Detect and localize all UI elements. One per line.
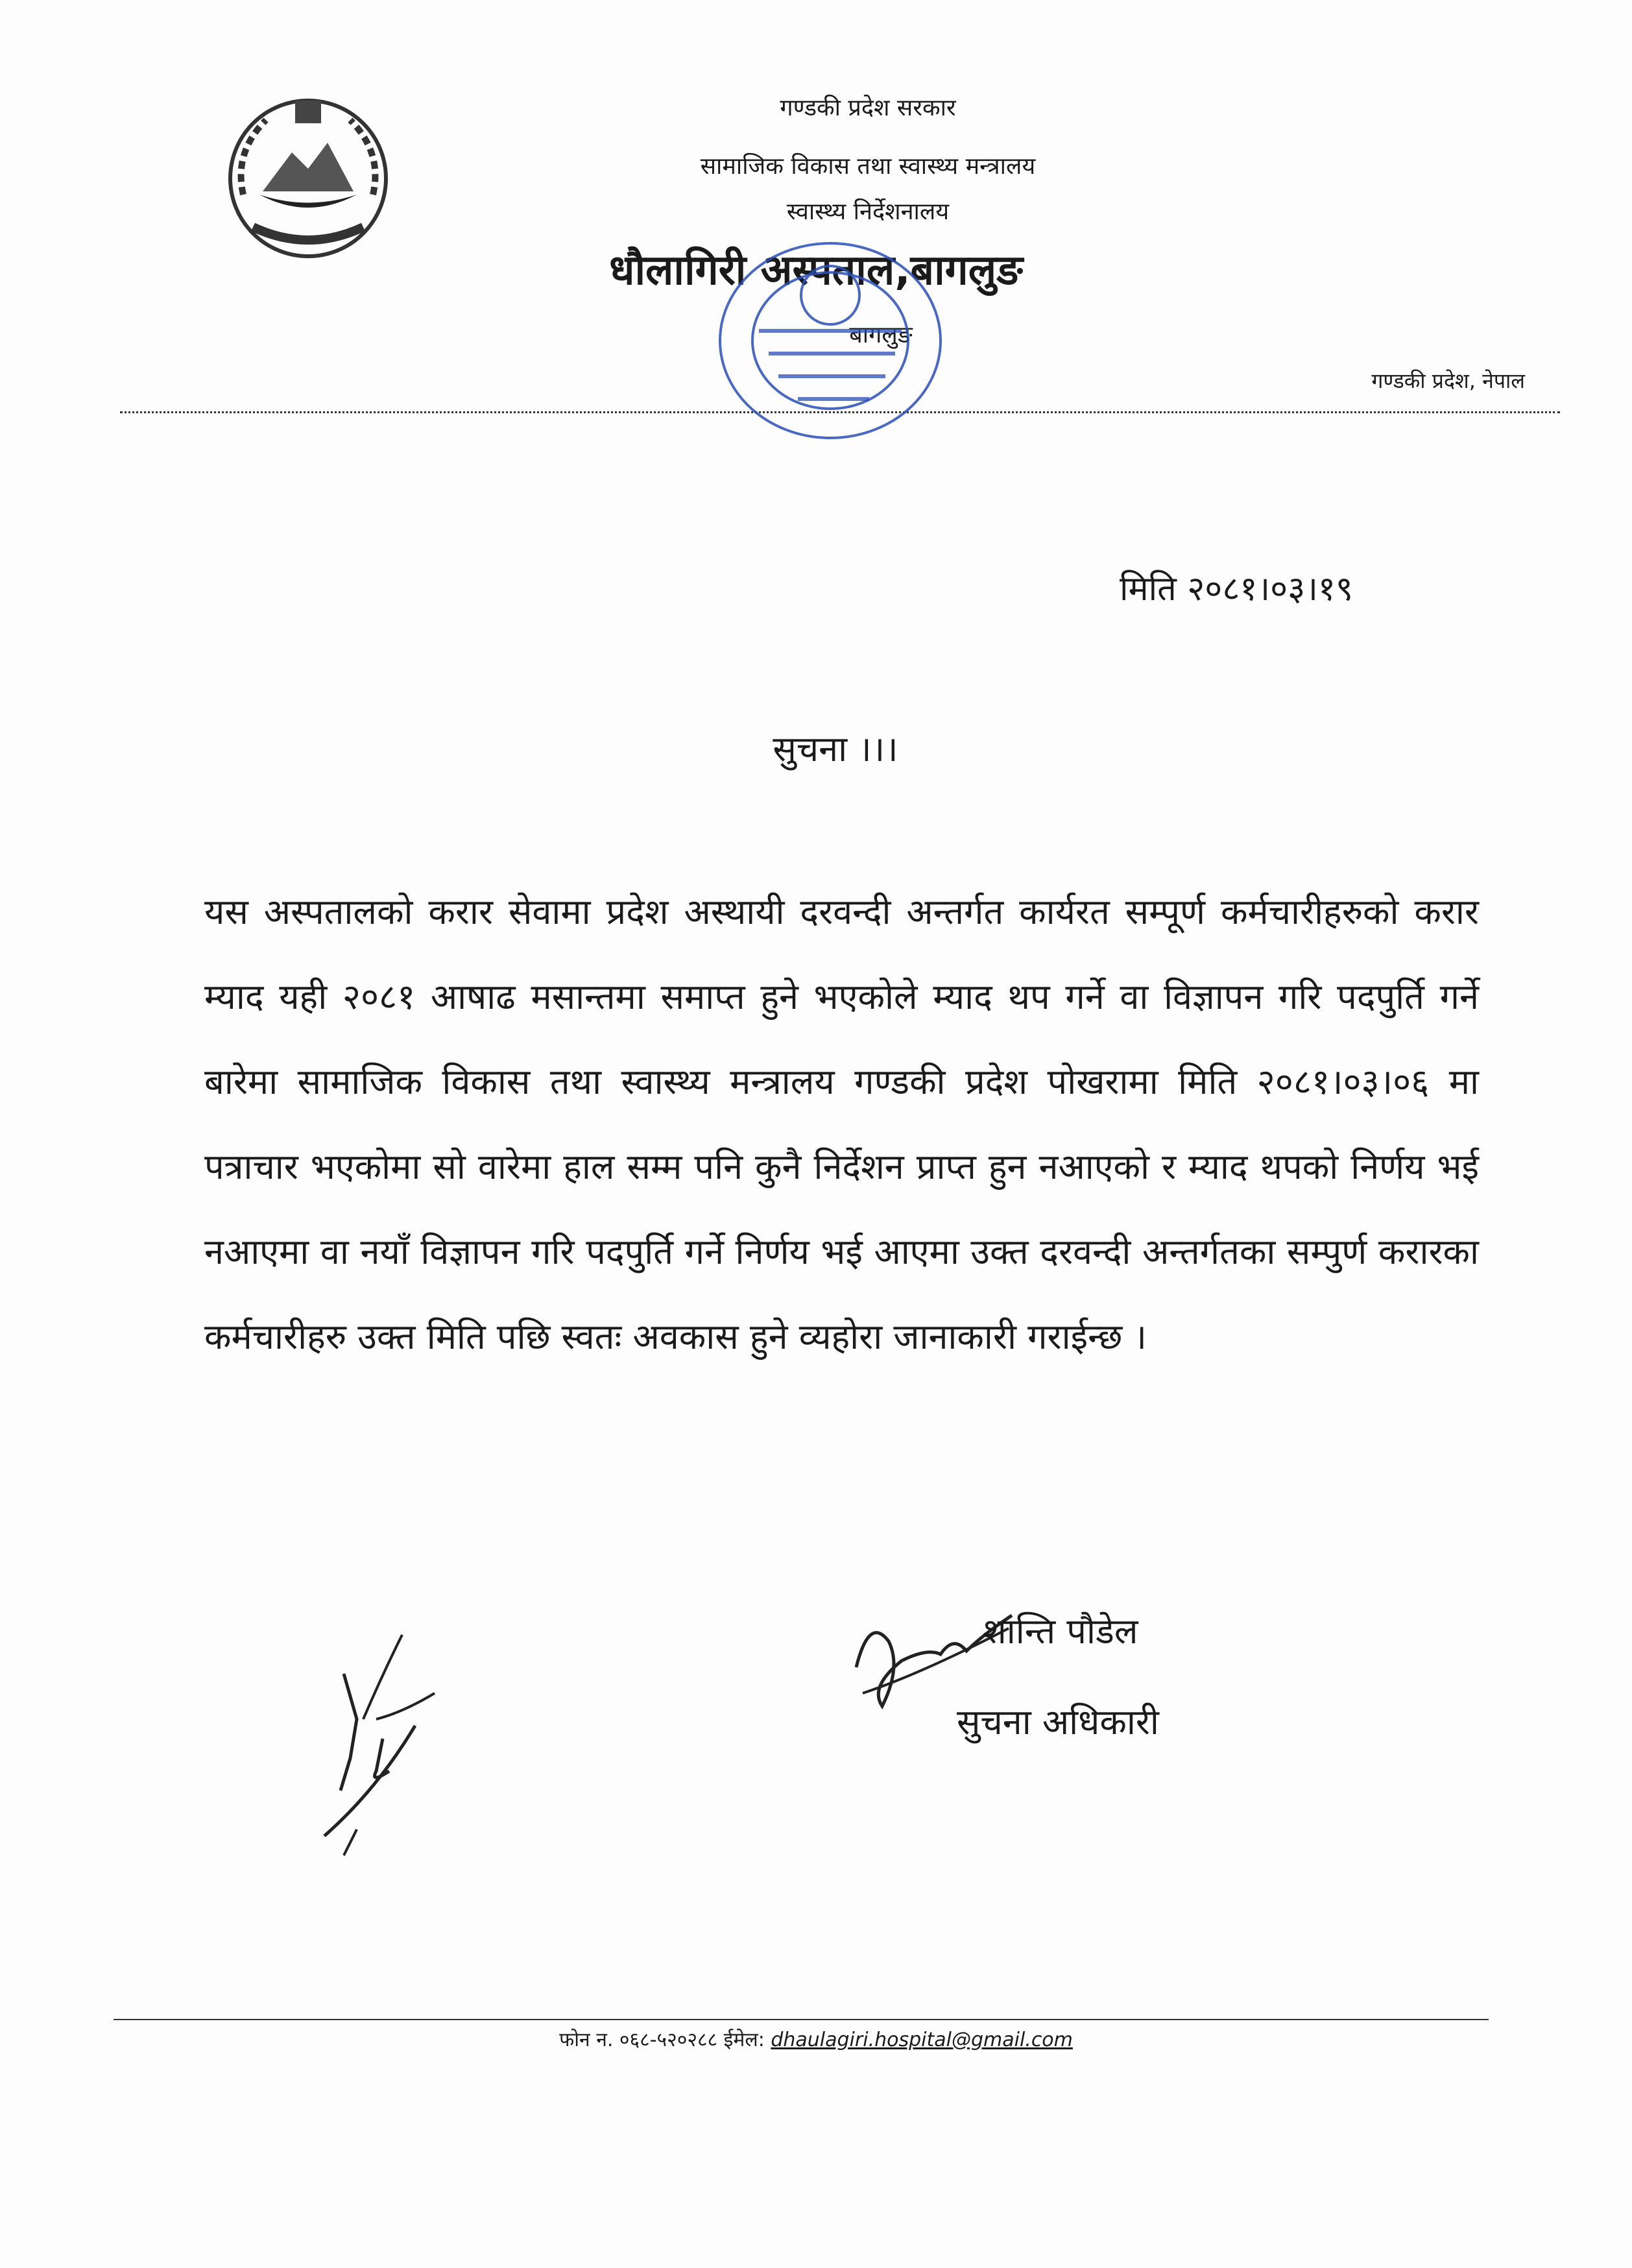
footer-phone: फोन न. ०६८-५२०२८८ ईमेल: — [559, 2029, 765, 2051]
initials-signature-icon — [305, 1622, 474, 1868]
notice-subject: सुचना ।।। — [773, 729, 898, 769]
ministry-name: सामाजिक विकास तथा स्वास्थ्य मन्त्रालय — [700, 153, 1036, 180]
government-name: गण्डकी प्रदेश सरकार — [780, 95, 956, 121]
footer-divider — [114, 2019, 1489, 2020]
signatory-title: सुचना अधिकारी — [957, 1702, 1159, 1743]
hospital-name: धौलागिरी अस्पताल,बागलुङ — [609, 247, 1023, 295]
signatory-name: शान्ति पौडेल — [983, 1611, 1138, 1652]
hospital-location: बागलुङ — [849, 322, 913, 348]
office-stamp-icon — [707, 234, 954, 448]
notice-body: यस अस्पतालको करार सेवामा प्रदेश अस्थायी दरवन्दी अन्तर्गत कार्यरत सम्पूर्ण कर्मचारीहरुको करार म्याद यही २०८१ आषाढ मसान्तमा समाप्त हुने भएकोले म्याद थप गर्ने वा विज्ञापन गरि पदपुर्ति गर्ने बारेमा सामाजिक विकास तथा स्वास्थ्य मन्त्रालय गण्डकी प्रदेश पोखरामा मिति २०८१।०३।०६ मा पत्राचार भएकोमा सो वारेमा हाल सम्म पनि कुनै निर्देशन प्राप्त हुन नआएको र म्याद थपको निर्णय भई नआएमा वा नयाँ विज्ञापन गरि पदपुर्ति गर्ने निर्णय भई आएमा उक्त दरवन्दी अन्तर्गतका सम्पुर्ण करारका कर्मचारीहरु उक्त मिति पछि स्वतः अवकास हुने व्यहोरा जानाकारी गराईन्छ । — [204, 891, 1479, 1357]
province-country: गण्डकी प्रदेश, नेपाल — [1371, 368, 1525, 393]
footer-contact — [0, 2025, 1632, 2052]
notice-date: मिति २०८१।०३।१९ — [1120, 570, 1353, 609]
footer-email[interactable]: dhaulagiri.hospital@gmail.com — [771, 2029, 1073, 2051]
directorate-name: स्वास्थ्य निर्देशनालय — [786, 199, 950, 225]
